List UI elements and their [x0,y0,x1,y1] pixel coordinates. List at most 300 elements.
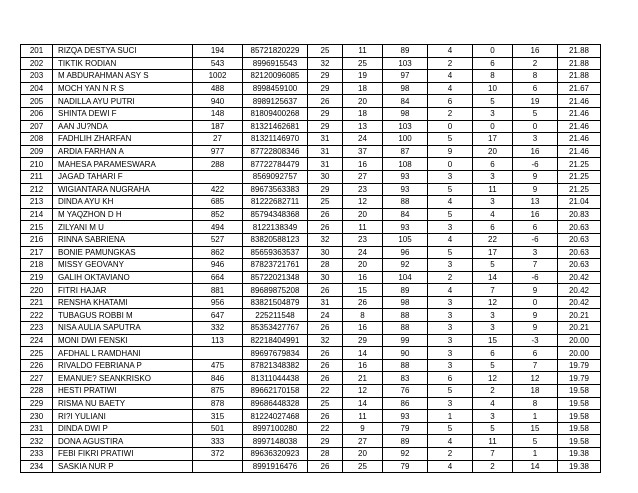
student-name-cell: EMANUE? SEANKRISKO [53,372,193,385]
final-score-cell: 21.88 [558,57,601,70]
score-f-cell: 2 [513,57,558,70]
score-b-cell: 37 [343,145,383,158]
row-number-cell: 204 [21,82,53,95]
score-c-cell: 87 [383,145,428,158]
phone-number-cell: 85721820229 [243,45,308,58]
phone-number-cell: 81809400268 [243,107,308,120]
id-number-cell: 494 [193,221,243,234]
table-row [21,448,601,461]
id-number-cell: 27 [193,133,243,146]
score-e-cell: 6 [473,158,513,171]
score-e-cell: 12 [473,296,513,309]
table-row [21,208,601,221]
phone-number-cell: 81321462681 [243,120,308,133]
final-score-cell: 19.58 [558,397,601,410]
id-number-cell: 194 [193,45,243,58]
row-number-cell: 206 [21,107,53,120]
score-d-cell: 3 [428,359,473,372]
phone-number-cell: 82120096085 [243,70,308,83]
phone-number-cell: 89686448328 [243,397,308,410]
score-c-cell: 99 [383,334,428,347]
table-row [21,107,601,120]
student-name-cell: NADILLA AYU PUTRI [53,95,193,108]
score-e-cell: 3 [473,410,513,423]
score-f-cell: 5 [513,107,558,120]
student-name-cell: NISA AULIA SAPUTRA [53,322,193,335]
score-e-cell: 3 [473,170,513,183]
score-a-cell: 25 [308,196,343,209]
table-row [21,45,601,58]
id-number-cell: 315 [193,410,243,423]
score-b-cell: 14 [343,397,383,410]
score-c-cell: 96 [383,246,428,259]
id-number-cell [193,170,243,183]
score-e-cell: 6 [473,57,513,70]
phone-number-cell: 89697679834 [243,347,308,360]
table-row [21,372,601,385]
table-row [21,309,601,322]
student-name-cell: FITRI HAJAR [53,284,193,297]
id-number-cell: 846 [193,372,243,385]
score-a-cell: 22 [308,385,343,398]
table-row [21,460,601,473]
score-f-cell: -3 [513,334,558,347]
row-number-cell: 205 [21,95,53,108]
id-number-cell: 881 [193,284,243,297]
final-score-cell: 21.25 [558,170,601,183]
student-name-cell: MONI DWI FENSKI [53,334,193,347]
score-f-cell: 12 [513,372,558,385]
final-score-cell: 21.25 [558,183,601,196]
row-number-cell: 220 [21,284,53,297]
phone-number-cell: 89689875208 [243,284,308,297]
table-row [21,221,601,234]
score-f-cell: 9 [513,183,558,196]
final-score-cell: 20.00 [558,347,601,360]
score-d-cell: 3 [428,397,473,410]
final-score-cell: 19.58 [558,435,601,448]
score-b-cell: 21 [343,372,383,385]
phone-number-cell: 89662170158 [243,385,308,398]
final-score-cell: 21.25 [558,158,601,171]
phone-number-cell: 83820588123 [243,233,308,246]
student-name-cell: FADHLIH ZHARFAN [53,133,193,146]
score-b-cell: 27 [343,170,383,183]
row-number-cell: 223 [21,322,53,335]
id-number-cell: 148 [193,107,243,120]
row-number-cell: 226 [21,359,53,372]
score-d-cell: 5 [428,246,473,259]
phone-number-cell: 8569092757 [243,170,308,183]
final-score-cell: 19.58 [558,385,601,398]
score-c-cell: 103 [383,120,428,133]
table-row [21,158,601,171]
final-score-cell: 20.42 [558,271,601,284]
score-f-cell: 9 [513,309,558,322]
id-number-cell: 875 [193,385,243,398]
score-b-cell: 8 [343,309,383,322]
score-d-cell: 4 [428,435,473,448]
score-a-cell: 31 [308,145,343,158]
score-c-cell: 93 [383,170,428,183]
score-d-cell: 3 [428,296,473,309]
score-a-cell: 28 [308,448,343,461]
final-score-cell: 21.67 [558,82,601,95]
student-name-cell: FEBI FIKRI PRATIWI [53,448,193,461]
score-d-cell: 4 [428,82,473,95]
score-d-cell: 2 [428,57,473,70]
score-f-cell: 3 [513,246,558,259]
id-number-cell: 372 [193,448,243,461]
id-number-cell: 113 [193,334,243,347]
table-row [21,410,601,423]
student-name-cell: ZILYANI M U [53,221,193,234]
score-a-cell: 26 [308,347,343,360]
student-name-cell: TUBAGUS ROBBI M [53,309,193,322]
score-b-cell: 23 [343,233,383,246]
score-e-cell: 2 [473,460,513,473]
final-score-cell: 20.63 [558,259,601,272]
id-number-cell: 940 [193,95,243,108]
score-d-cell: 3 [428,347,473,360]
score-a-cell: 32 [308,57,343,70]
score-f-cell: 6 [513,221,558,234]
score-b-cell: 15 [343,284,383,297]
id-number-cell: 501 [193,422,243,435]
table-row [21,170,601,183]
score-e-cell: 3 [473,107,513,120]
row-number-cell: 213 [21,196,53,209]
score-d-cell: 5 [428,208,473,221]
id-number-cell: 332 [193,322,243,335]
score-b-cell: 11 [343,410,383,423]
score-f-cell: 16 [513,45,558,58]
score-e-cell: 22 [473,233,513,246]
score-a-cell: 32 [308,334,343,347]
score-f-cell: 19 [513,95,558,108]
final-score-cell: 21.88 [558,45,601,58]
row-number-cell: 231 [21,422,53,435]
score-b-cell: 20 [343,95,383,108]
score-b-cell: 29 [343,334,383,347]
score-e-cell: 3 [473,196,513,209]
student-name-cell: M YAQZHON D H [53,208,193,221]
student-name-cell: MOCH YAN N R S [53,82,193,95]
score-f-cell: 0 [513,120,558,133]
score-c-cell: 89 [383,45,428,58]
row-number-cell: 209 [21,145,53,158]
phone-number-cell: 81311044438 [243,372,308,385]
phone-number-cell: 85722021348 [243,271,308,284]
score-a-cell: 28 [308,259,343,272]
row-number-cell: 211 [21,170,53,183]
phone-number-cell: 81321146970 [243,133,308,146]
score-b-cell: 16 [343,359,383,372]
phone-number-cell: 83821504879 [243,296,308,309]
score-e-cell: 11 [473,435,513,448]
score-e-cell: 7 [473,448,513,461]
score-c-cell: 88 [383,322,428,335]
score-b-cell: 25 [343,460,383,473]
final-score-cell: 20.63 [558,233,601,246]
final-score-cell: 21.46 [558,95,601,108]
score-a-cell: 26 [308,322,343,335]
row-number-cell: 203 [21,70,53,83]
student-name-cell: RIZQA DESTYA SUCI [53,45,193,58]
score-b-cell: 11 [343,221,383,234]
final-score-cell: 20.00 [558,334,601,347]
score-f-cell: 7 [513,359,558,372]
final-score-cell: 19.79 [558,372,601,385]
final-score-cell: 21.88 [558,70,601,83]
score-c-cell: 108 [383,158,428,171]
student-name-cell: MAHESA PARAMESWARA [53,158,193,171]
phone-number-cell: 85794348368 [243,208,308,221]
score-a-cell: 26 [308,372,343,385]
score-f-cell: 8 [513,397,558,410]
table-row [21,322,601,335]
row-number-cell: 224 [21,334,53,347]
score-f-cell: 1 [513,410,558,423]
row-number-cell: 222 [21,309,53,322]
row-number-cell: 208 [21,133,53,146]
score-a-cell: 29 [308,70,343,83]
table-row [21,284,601,297]
table-row [21,296,601,309]
student-name-cell: WIGIANTARA NUGRAHA [53,183,193,196]
score-e-cell: 20 [473,145,513,158]
score-f-cell: 16 [513,208,558,221]
score-f-cell: 18 [513,385,558,398]
score-d-cell: 4 [428,284,473,297]
score-b-cell: 19 [343,70,383,83]
score-d-cell: 4 [428,460,473,473]
score-c-cell: 97 [383,70,428,83]
table-row [21,397,601,410]
score-f-cell: 14 [513,460,558,473]
score-b-cell: 12 [343,196,383,209]
table-row [21,95,601,108]
score-c-cell: 92 [383,448,428,461]
score-e-cell: 6 [473,221,513,234]
score-d-cell: 9 [428,145,473,158]
final-score-cell: 21.46 [558,133,601,146]
final-score-cell: 21.04 [558,196,601,209]
score-a-cell: 29 [308,435,343,448]
score-f-cell: -6 [513,158,558,171]
student-name-cell: JAGAD TAHARI F [53,170,193,183]
student-name-cell: AAN JU?NDA [53,120,193,133]
score-a-cell: 31 [308,158,343,171]
id-number-cell: 1002 [193,70,243,83]
score-c-cell: 98 [383,296,428,309]
score-c-cell: 88 [383,196,428,209]
phone-number-cell: 81222682711 [243,196,308,209]
score-e-cell: 0 [473,120,513,133]
final-score-cell: 19.58 [558,410,601,423]
id-number-cell: 946 [193,259,243,272]
row-number-cell: 217 [21,246,53,259]
score-a-cell: 26 [308,208,343,221]
score-b-cell: 27 [343,435,383,448]
score-f-cell: 3 [513,133,558,146]
score-e-cell: 3 [473,309,513,322]
id-number-cell: 977 [193,145,243,158]
table-row [21,196,601,209]
score-e-cell: 8 [473,70,513,83]
score-c-cell: 90 [383,347,428,360]
row-number-cell: 230 [21,410,53,423]
score-b-cell: 20 [343,259,383,272]
score-b-cell: 26 [343,296,383,309]
score-c-cell: 89 [383,284,428,297]
table-row [21,70,601,83]
score-a-cell: 31 [308,133,343,146]
row-number-cell: 219 [21,271,53,284]
score-e-cell: 11 [473,183,513,196]
score-e-cell: 12 [473,372,513,385]
phone-number-cell: 87821348382 [243,359,308,372]
phone-number-cell: 89636320923 [243,448,308,461]
score-a-cell: 25 [308,45,343,58]
final-score-cell: 19.58 [558,422,601,435]
phone-number-cell: 87823721761 [243,259,308,272]
student-name-cell: AFDHAL L RAMDHANI [53,347,193,360]
row-number-cell: 227 [21,372,53,385]
score-a-cell: 30 [308,170,343,183]
id-number-cell: 878 [193,397,243,410]
score-f-cell: 9 [513,170,558,183]
final-score-cell: 20.21 [558,322,601,335]
score-c-cell: 93 [383,183,428,196]
score-c-cell: 88 [383,359,428,372]
student-name-cell: RI?I YULIANI [53,410,193,423]
final-score-cell: 19.38 [558,460,601,473]
score-e-cell: 4 [473,208,513,221]
phone-number-cell: 8991916476 [243,460,308,473]
phone-number-cell: 81224027468 [243,410,308,423]
id-number-cell: 862 [193,246,243,259]
score-f-cell: 16 [513,145,558,158]
final-score-cell: 20.42 [558,284,601,297]
score-d-cell: 5 [428,133,473,146]
id-number-cell [193,347,243,360]
score-c-cell: 79 [383,460,428,473]
row-number-cell: 218 [21,259,53,272]
table-row [21,435,601,448]
score-b-cell: 24 [343,246,383,259]
score-b-cell: 12 [343,385,383,398]
score-c-cell: 89 [383,435,428,448]
row-number-cell: 212 [21,183,53,196]
score-a-cell: 22 [308,422,343,435]
final-score-cell: 20.63 [558,221,601,234]
score-d-cell: 5 [428,183,473,196]
table-row [21,57,601,70]
score-f-cell: 13 [513,196,558,209]
phone-number-cell: 85659363537 [243,246,308,259]
score-c-cell: 86 [383,397,428,410]
score-c-cell: 84 [383,208,428,221]
table-row [21,385,601,398]
table-row [21,133,601,146]
score-b-cell: 16 [343,322,383,335]
score-b-cell: 11 [343,45,383,58]
score-e-cell: 7 [473,284,513,297]
phone-number-cell: 87722808346 [243,145,308,158]
row-number-cell: 225 [21,347,53,360]
student-name-cell: M ABDURAHMAN ASY S [53,70,193,83]
score-a-cell: 24 [308,309,343,322]
table-row [21,183,601,196]
score-a-cell: 32 [308,233,343,246]
student-name-cell: RIVALDO FEBRIANA P [53,359,193,372]
row-number-cell: 210 [21,158,53,171]
final-score-cell: 21.46 [558,120,601,133]
student-name-cell: RINNA SABRIENA [53,233,193,246]
score-e-cell: 3 [473,322,513,335]
row-number-cell: 221 [21,296,53,309]
score-d-cell: 2 [428,271,473,284]
score-b-cell: 23 [343,183,383,196]
score-e-cell: 2 [473,385,513,398]
row-number-cell: 201 [21,45,53,58]
row-number-cell: 233 [21,448,53,461]
score-b-cell: 20 [343,448,383,461]
id-number-cell: 288 [193,158,243,171]
phone-number-cell: 8122138349 [243,221,308,234]
score-d-cell: 3 [428,322,473,335]
table-row [21,334,601,347]
final-score-cell: 20.83 [558,208,601,221]
score-c-cell: 100 [383,133,428,146]
student-name-cell: GALIH OKTAVIANO [53,271,193,284]
table-row [21,246,601,259]
table-row [21,120,601,133]
score-e-cell: 17 [473,133,513,146]
final-score-cell: 21.46 [558,145,601,158]
score-b-cell: 14 [343,347,383,360]
score-a-cell: 26 [308,221,343,234]
score-c-cell: 104 [383,271,428,284]
row-number-cell: 232 [21,435,53,448]
final-score-cell: 20.63 [558,246,601,259]
score-d-cell: 6 [428,95,473,108]
score-a-cell: 29 [308,107,343,120]
score-c-cell: 83 [383,372,428,385]
score-d-cell: 3 [428,334,473,347]
score-c-cell: 92 [383,259,428,272]
id-number-cell: 422 [193,183,243,196]
id-number-cell: 647 [193,309,243,322]
score-c-cell: 79 [383,422,428,435]
id-number-cell: 488 [193,82,243,95]
table-row [21,359,601,372]
score-e-cell: 10 [473,82,513,95]
id-number-cell: 664 [193,271,243,284]
score-c-cell: 88 [383,309,428,322]
score-f-cell: 8 [513,70,558,83]
score-a-cell: 30 [308,246,343,259]
score-d-cell: 1 [428,410,473,423]
score-d-cell: 4 [428,70,473,83]
score-a-cell: 31 [308,296,343,309]
score-a-cell: 26 [308,359,343,372]
id-number-cell: 475 [193,359,243,372]
student-name-cell: DONA AGUSTIRA [53,435,193,448]
student-name-cell: ARDIA FARHAN A [53,145,193,158]
score-f-cell: 0 [513,296,558,309]
